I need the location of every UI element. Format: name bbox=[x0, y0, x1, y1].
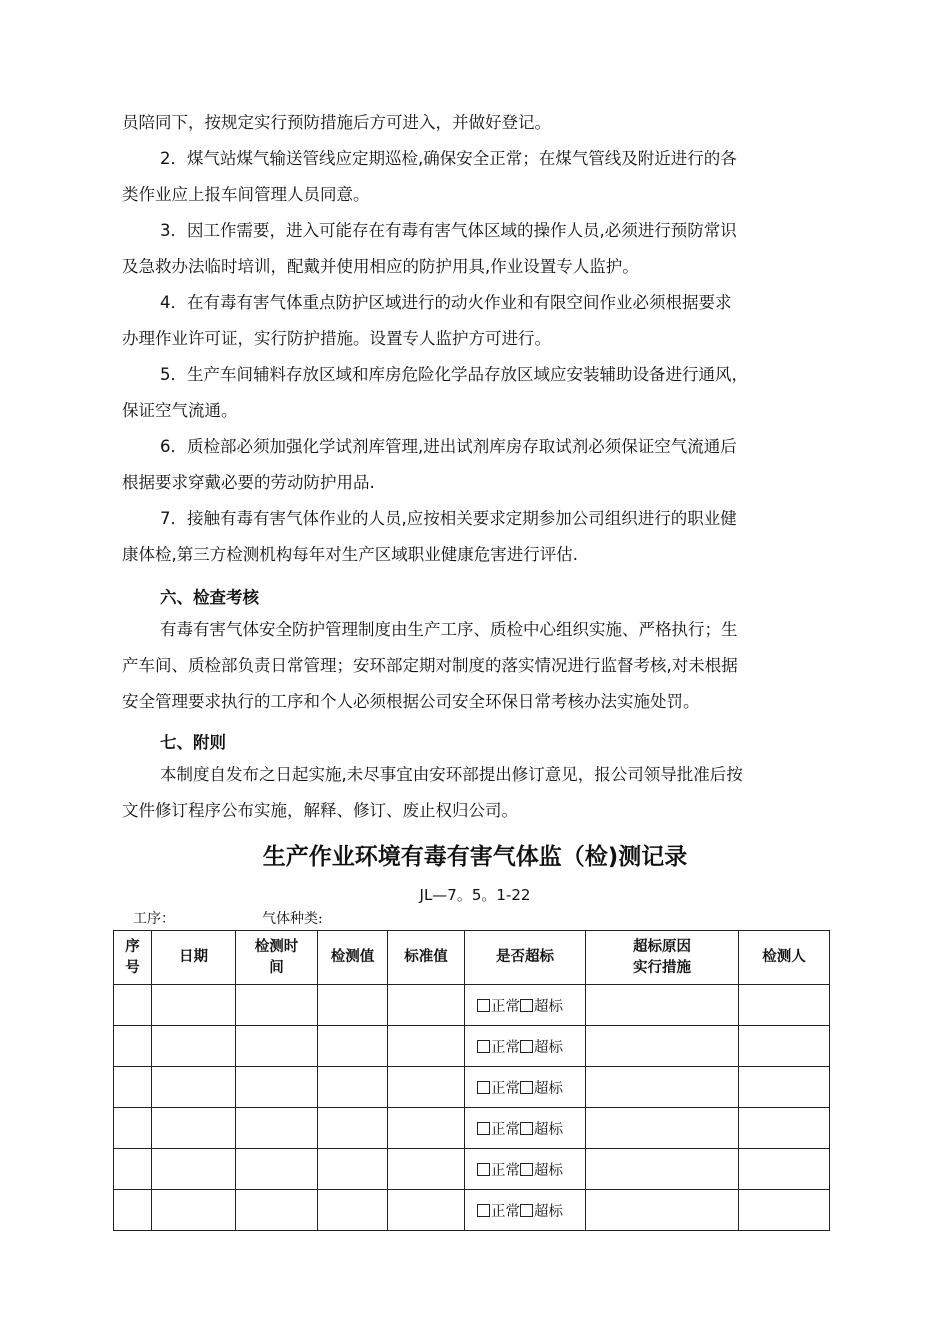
exceed-option-label: 超标 bbox=[534, 998, 563, 1015]
header-time: 检测时 间 bbox=[236, 931, 318, 985]
table-cell[interactable] bbox=[114, 1149, 152, 1190]
table-row bbox=[114, 1190, 830, 1231]
table-cell[interactable] bbox=[586, 1149, 739, 1190]
rule-item-6 bbox=[122, 429, 840, 501]
table-cell[interactable] bbox=[388, 1190, 465, 1231]
table-row bbox=[114, 1108, 830, 1149]
table-cell[interactable] bbox=[114, 985, 152, 1026]
rule-items bbox=[122, 141, 840, 573]
gas-type-label: 气体种类: bbox=[262, 911, 323, 927]
rule-item-7 bbox=[122, 501, 840, 573]
normal-checkbox[interactable] bbox=[477, 1163, 490, 1176]
exceed-option-label: 超标 bbox=[534, 1203, 563, 1220]
table-cell[interactable] bbox=[388, 1108, 465, 1149]
text-line: 本制度自发布之日起实施,未尽事宜由安环部提出修订意见，报公司领导批准后按 bbox=[160, 765, 743, 784]
table-cell[interactable] bbox=[739, 1149, 830, 1190]
intro-fragment bbox=[122, 105, 840, 141]
section-6-body bbox=[122, 612, 840, 720]
exceed-option-label: 超标 bbox=[534, 1080, 563, 1097]
section-7-heading: 七、附则 bbox=[160, 733, 226, 752]
header-standard: 标准值 bbox=[388, 931, 465, 985]
text-line: 安全管理要求执行的工序和个人必须根据公司安全环保日常考核办法实施处罚。 bbox=[122, 692, 700, 711]
table-cell[interactable] bbox=[236, 1067, 318, 1108]
exceed-checkbox[interactable] bbox=[520, 1081, 533, 1094]
normal-checkbox[interactable] bbox=[477, 1122, 490, 1135]
table-cell[interactable] bbox=[318, 1108, 388, 1149]
normal-checkbox[interactable] bbox=[477, 1204, 490, 1217]
table-cell[interactable] bbox=[236, 1190, 318, 1231]
normal-option-label: 正常 bbox=[491, 1203, 520, 1220]
table-cell[interactable] bbox=[236, 1149, 318, 1190]
text-line: 员陪同下，按规定实行预防措施后方可进入，并做好登记。 bbox=[122, 113, 551, 132]
text-line: 7．接触有毒有害气体作业的人员,应按相关要求定期参加公司组织进行的职业健 bbox=[160, 509, 737, 528]
normal-option-label: 正常 bbox=[491, 998, 520, 1015]
table-cell[interactable] bbox=[114, 1067, 152, 1108]
normal-checkbox[interactable] bbox=[477, 999, 490, 1012]
exceed-status-cell bbox=[465, 1190, 586, 1231]
exceed-status-cell bbox=[465, 1026, 586, 1067]
text-line: 6．质检部必须加强化学试剂库管理,进出试剂库房存取试剂必须保证空气流通后 bbox=[160, 437, 737, 456]
table-cell[interactable] bbox=[318, 1026, 388, 1067]
header-date: 日期 bbox=[152, 931, 236, 985]
exceed-checkbox[interactable] bbox=[520, 1163, 533, 1176]
process-label: 工序： bbox=[133, 911, 175, 927]
table-cell[interactable] bbox=[586, 1067, 739, 1108]
rule-item-4 bbox=[122, 285, 840, 357]
text-line: 有毒有害气体安全防护管理制度由生产工序、质检中心组织实施、严格执行；生 bbox=[160, 620, 738, 639]
section-7-body bbox=[122, 757, 840, 829]
table-cell[interactable] bbox=[318, 985, 388, 1026]
table-header-row bbox=[114, 931, 830, 985]
table-cell[interactable] bbox=[586, 1026, 739, 1067]
text-line: 保证空气流通。 bbox=[122, 401, 238, 420]
monitoring-record-table bbox=[113, 930, 830, 1231]
exceed-checkbox[interactable] bbox=[520, 999, 533, 1012]
table-cell[interactable] bbox=[388, 985, 465, 1026]
text-line: 文件修订程序公布实施，解释、修订、废止权归公司。 bbox=[122, 801, 518, 820]
table-cell[interactable] bbox=[152, 1190, 236, 1231]
exceed-option-label: 超标 bbox=[534, 1162, 563, 1179]
exceed-status-cell bbox=[465, 1108, 586, 1149]
normal-option-label: 正常 bbox=[491, 1162, 520, 1179]
header-value: 检测值 bbox=[318, 931, 388, 985]
normal-option-label: 正常 bbox=[491, 1039, 520, 1056]
table-cell[interactable] bbox=[318, 1067, 388, 1108]
header-exceed: 是否超标 bbox=[465, 931, 586, 985]
table-row bbox=[114, 1026, 830, 1067]
exceed-status-cell bbox=[465, 985, 586, 1026]
table-cell[interactable] bbox=[739, 1108, 830, 1149]
table-cell[interactable] bbox=[739, 1190, 830, 1231]
table-cell[interactable] bbox=[388, 1026, 465, 1067]
exceed-option-label: 超标 bbox=[534, 1039, 563, 1056]
rule-item-5 bbox=[122, 357, 840, 429]
table-body bbox=[114, 985, 830, 1231]
exceed-status-cell bbox=[465, 1149, 586, 1190]
text-line: 3．因工作需要，进入可能存在有毒有害气体区域的操作人员,必须进行预防常识 bbox=[160, 221, 737, 240]
table-cell[interactable] bbox=[739, 1067, 830, 1108]
exceed-checkbox[interactable] bbox=[520, 1122, 533, 1135]
table-cell[interactable] bbox=[586, 985, 739, 1026]
table-cell[interactable] bbox=[152, 985, 236, 1026]
record-title: 生产作业环境有毒有害气体监（检)测记录 bbox=[262, 844, 688, 870]
record-code: JL—7。5。1-22 bbox=[419, 886, 531, 904]
header-seq: 序 号 bbox=[114, 931, 152, 985]
text-line: 办理作业许可证，实行防护措施。设置专人监护方可进行。 bbox=[122, 329, 551, 348]
table-cell[interactable] bbox=[236, 985, 318, 1026]
section-6-heading: 六、检查考核 bbox=[160, 588, 259, 607]
table-row bbox=[114, 985, 830, 1026]
table-cell[interactable] bbox=[739, 985, 830, 1026]
rule-item-2 bbox=[122, 141, 840, 213]
header-cause: 超标原因 实行措施 bbox=[586, 931, 739, 985]
text-line: 5．生产车间辅料存放区域和库房危险化学品存放区域应安装辅助设备进行通风， bbox=[160, 365, 748, 384]
table-cell[interactable] bbox=[152, 1108, 236, 1149]
table-cell[interactable] bbox=[114, 1026, 152, 1067]
normal-checkbox[interactable] bbox=[477, 1081, 490, 1094]
text-line: 类作业应上报车间管理人员同意。 bbox=[122, 185, 370, 204]
table-cell[interactable] bbox=[586, 1190, 739, 1231]
table-cell[interactable] bbox=[739, 1026, 830, 1067]
normal-option-label: 正常 bbox=[491, 1121, 520, 1138]
text-line: 产车间、质检部负责日常管理；安环部定期对制度的落实情况进行监督考核,对未根据 bbox=[122, 656, 738, 675]
normal-option-label: 正常 bbox=[491, 1080, 520, 1097]
text-line: 康体检,第三方检测机构每年对生产区域职业健康危害进行评估. bbox=[122, 545, 578, 564]
exceed-checkbox[interactable] bbox=[520, 1204, 533, 1217]
table-cell[interactable] bbox=[114, 1108, 152, 1149]
text-line: 4．在有毒有害气体重点防护区域进行的动火作业和有限空间作业必须根据要求 bbox=[160, 293, 732, 312]
rule-item-3 bbox=[122, 213, 840, 285]
text-line: 根据要求穿戴必要的劳动防护用品. bbox=[122, 473, 375, 492]
text-line: 2．煤气站煤气输送管线应定期巡检,确保安全正常；在煤气管线及附近进行的各 bbox=[160, 149, 737, 168]
table-cell[interactable] bbox=[236, 1108, 318, 1149]
table-cell[interactable] bbox=[318, 1190, 388, 1231]
exceed-checkbox[interactable] bbox=[520, 1040, 533, 1053]
table-cell[interactable] bbox=[388, 1067, 465, 1108]
table-cell[interactable] bbox=[586, 1108, 739, 1149]
table-cell[interactable] bbox=[152, 1067, 236, 1108]
table-row bbox=[114, 1149, 830, 1190]
table-cell[interactable] bbox=[388, 1149, 465, 1190]
table-cell[interactable] bbox=[236, 1026, 318, 1067]
exceed-status-cell bbox=[465, 1067, 586, 1108]
table-cell[interactable] bbox=[152, 1026, 236, 1067]
table-cell[interactable] bbox=[318, 1149, 388, 1190]
text-line: 及急救办法临时培训，配戴并使用相应的防护用具,作业设置专人监护。 bbox=[122, 257, 639, 276]
table-cell[interactable] bbox=[152, 1149, 236, 1190]
header-inspector: 检测人 bbox=[739, 931, 830, 985]
table-cell[interactable] bbox=[114, 1190, 152, 1231]
normal-checkbox[interactable] bbox=[477, 1040, 490, 1053]
exceed-option-label: 超标 bbox=[534, 1121, 563, 1138]
table-row bbox=[114, 1067, 830, 1108]
